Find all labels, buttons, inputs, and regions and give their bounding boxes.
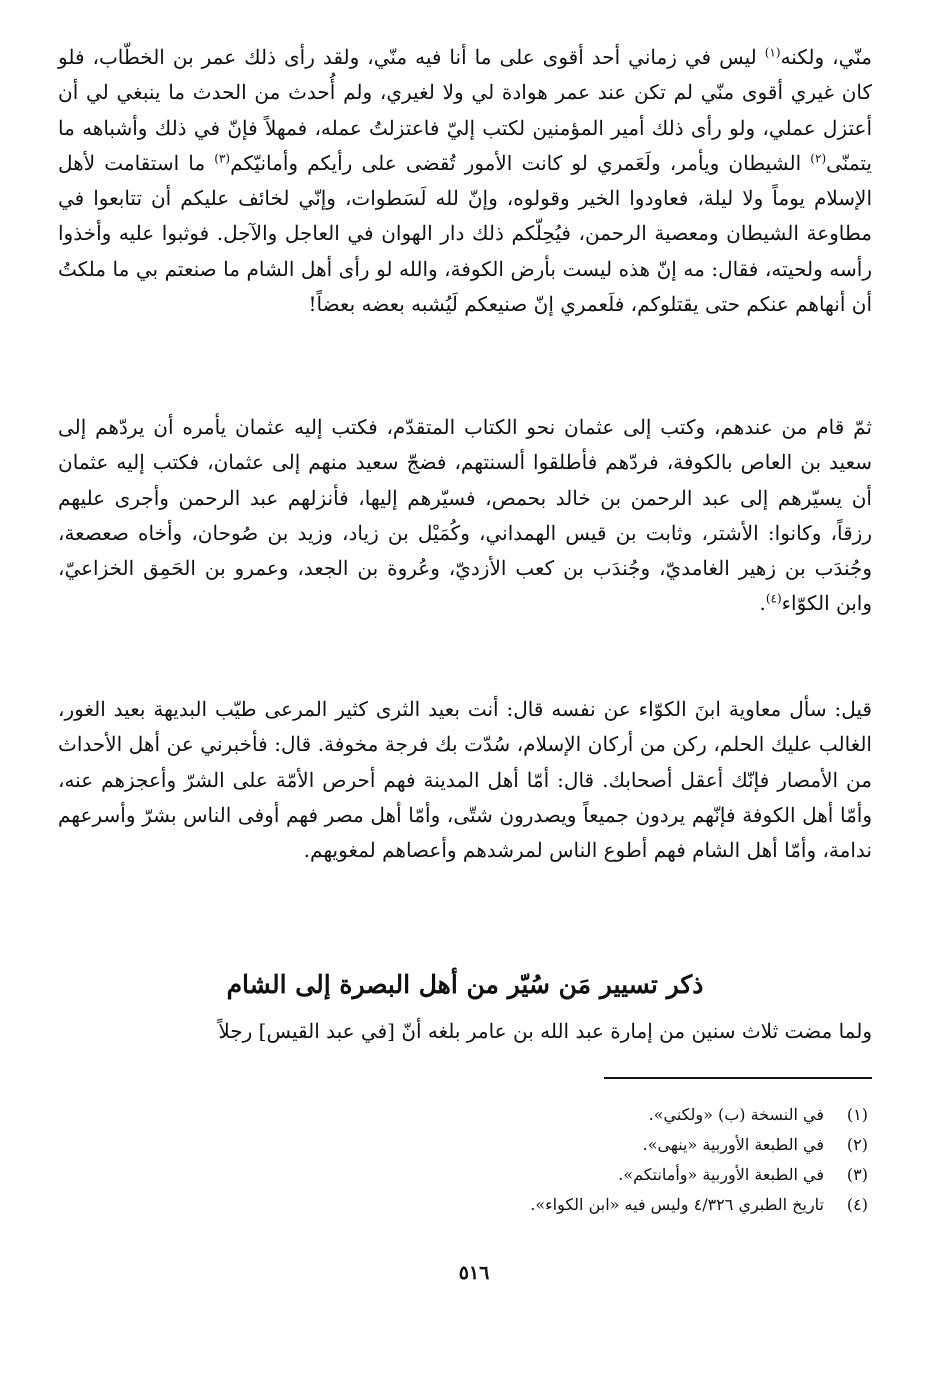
footnote-number: (٣) [846,1165,868,1184]
footnote-divider [604,1077,872,1079]
paragraph-text: قيل: سأل معاوية ابنَ الكوّاء عن نفسه قال: أنت بعيد الثرى كثير المرعى طيّب البديهة بعيد الغور، الغالب عليك الحلم، ركن من أركان الإسلام، سُدّت بك فرجة مخوفة. قال: فأخبرني عن أهل الأحداث من الأمصار فإنّك أعقل أصحابك. قال: أمّا أهل المدينة فهم أحرص الأمّة على الشرّ وأعجزهم عنه، وأمّا أهل الكوفة فإنّهم يردون جميعاً ويصدرون شتّى، وأمّا أهل مصر فهم أوفى الناس بشرّ وأسرعهم ندامة، وأمّا أهل الشام فهم أطوع الناس لمرشدهم وأعصاهم لمغويهم. [58,697,872,863]
paragraph-text: الشيطان ويأمر، ولَعَمري لو كانت الأمور تُقضى على رأيكم وأمانيّكم [230,150,811,175]
paragraph-2 [58,410,872,622]
section-heading: ذكر تسيير مَن سُيّر من أهل البصرة إلى الشام [226,970,704,999]
footnote-4 [58,1190,872,1220]
footnote-ref-3: (٣) [214,151,231,166]
paragraph-text: ليس في زماني أحد أقوى على ما أنا فيه منّي، ولقد رأى ذلك عمر بن الخطّاب، فلو كان غيري أقوى منّي لم تكن عند عمر هوادة لي ولا لغيري، ولم أُحدث من الحدث ما ينبغي لي أن أعتزل عملي، ولو رأى ذلك أمير المؤمنين لكتب إليّ فاعتزلتُ عمله، فمهلاً فإنّ في ذلك وأشباهه ما يتمنّى [58,45,872,175]
paragraph-text: منّي، ولكنه [780,45,872,69]
closing-line: ولما مضت ثلاث سنين من إمارة عبد الله بن عامر بلغه أنّ [في عبد القيس] رجلاً [218,1019,872,1043]
footnote-3 [58,1160,872,1190]
footnote-ref-1: (١) [764,45,781,60]
footnote-2 [58,1130,872,1160]
footnote-text: في النسخة (ب) «ولكني». [648,1105,824,1124]
footnote-text: في الطبعة الأوربية «وأمانتكم». [618,1165,824,1184]
footnote-1 [58,1100,872,1130]
footnote-text: تاريخ الطبري ٤/٣٢٦ وليس فيه «ابن الكواء». [530,1195,824,1214]
footnote-number: (٤) [846,1195,868,1214]
page-number: ٥١٦ [458,1262,490,1284]
paragraph-text: ما استقامت لأهل الإسلام يوماً ولا ليلة، فعاودوا الخير وقولوه، وإنّ لله لَسَطوات، وإنّي لخائف عليكم أن تتابعوا في مطاوعة الشيطان ومعصية الرحمن، فيُحِلّكم ذلك دار الهوان في العاجل والآجل. فوثبوا عليه وأخذوا رأسه ولحيته، فقال: مه إنّ هذه ليست بأرض الكوفة، والله لو رأى أهل الشام ما صنعتم بي ما ملكتُ أن أنهاهم عنكم حتى يقتلوكم، فلَعمري إنّ صنيعكم لَيُشبه بعضه بعضاً! [58,150,872,317]
footnote-number: (١) [846,1105,868,1124]
paragraph-1 [58,40,872,322]
paragraph-3 [58,692,872,868]
footnote-text: في الطبعة الأوربية «ينهى». [642,1135,824,1154]
footnote-number: (٢) [846,1135,868,1154]
paragraph-text: ثمّ قام من عندهم، وكتب إلى عثمان نحو الكتاب المتقدّم، فكتب إليه عثمان يأمره أن يردّهم إلى سعيد بن العاص بالكوفة، فردّهم فأطلقوا ألسنتهم، فضجّ سعيد منهم إلى عثمان، فكتب إليه عثمان أن يسيّرهم إلى عبد الرحمن بن خالد بحمص، فسيّرهم إليها، فأنزلهم عبد الرحمن وأجرى عليهم رزقاً، وكانوا: الأشتر، وثابت بن قيس الهمداني، وكُمَيْل بن زياد، وزيد بن صُوحان، وأخاه صعصعة، وجُندَب بن زهير الغامديّ، وجُندَب بن كعب الأزديّ، وعُروة بن الجعد، وعمرو بن الحَمِق الخزاعيّ، وابن الكوّاء [58,415,872,616]
footnote-ref-2: (٢) [810,151,827,166]
paragraph-4 [58,1014,872,1049]
footnotes [58,1100,872,1220]
paragraph-text: . [759,591,766,616]
footnote-ref-4: (٤) [765,591,782,606]
